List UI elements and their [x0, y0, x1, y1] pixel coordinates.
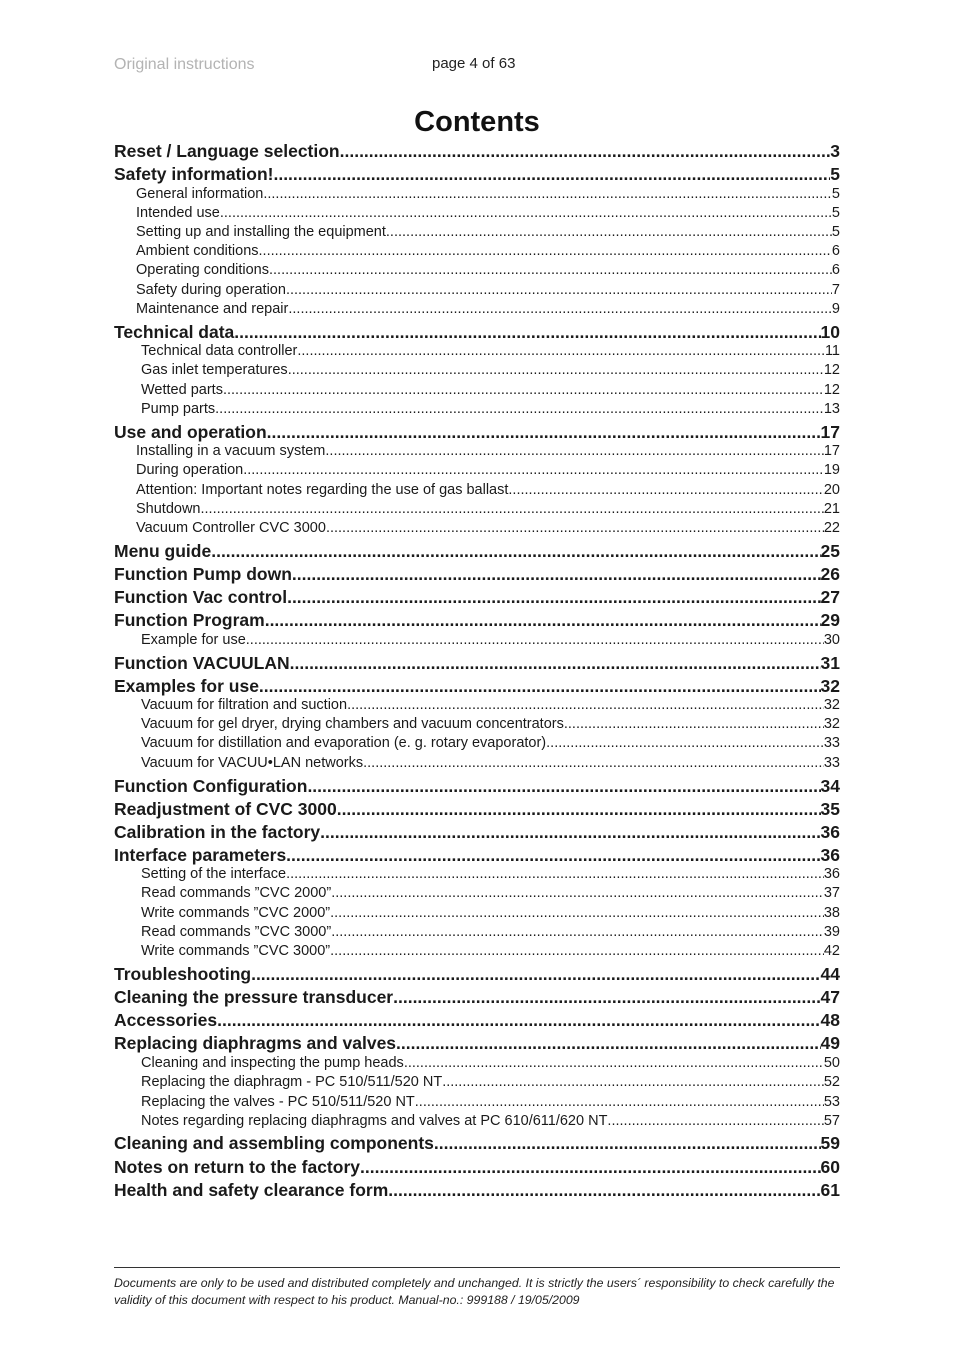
toc-dot-leader	[243, 461, 824, 480]
toc-entry-label: Pump parts	[141, 401, 216, 417]
toc-entry-label: Function VACUULAN	[114, 653, 290, 673]
toc-section-entry[interactable]	[114, 1009, 840, 1032]
toc-entry-page: 13	[823, 401, 840, 417]
toc-dot-leader	[360, 1156, 821, 1179]
toc-dot-leader	[215, 400, 824, 419]
toc-entry-page: 17	[823, 443, 840, 459]
toc-entry-label: Accessories	[114, 1010, 218, 1030]
toc-entry-page: 42	[823, 943, 840, 959]
toc-dot-leader	[223, 381, 824, 400]
toc-section-entry[interactable]	[114, 421, 840, 444]
toc-dot-leader	[331, 884, 824, 903]
toc-dot-leader	[201, 500, 824, 519]
toc-dot-leader	[290, 652, 821, 675]
toc-entry-page: 12	[823, 362, 840, 378]
toc-entry-page: 6	[831, 262, 840, 278]
toc-subsection-entry[interactable]	[114, 381, 840, 400]
toc-entry-page: 12	[823, 382, 840, 398]
toc-subsection-entry[interactable]	[114, 261, 840, 280]
toc-entry-page: 10	[820, 322, 840, 342]
toc-subsection-entry[interactable]	[114, 754, 840, 773]
toc-entry-label: Health and safety clearance form	[114, 1180, 389, 1200]
toc-dot-leader	[307, 775, 820, 798]
toc-subsection-entry[interactable]	[114, 300, 840, 319]
footer-notice: Documents are only to be used and distributed completely and unchanged. It is strictly the users´ responsibility to check carefully the validity of this document with respect to his product. Manual-no.: 999188 / 19/05/2009	[114, 1276, 835, 1307]
toc-dot-leader	[288, 300, 832, 319]
toc-dot-leader	[273, 163, 830, 186]
toc-section-entry[interactable]	[114, 609, 840, 632]
toc-entry-page: 6	[831, 243, 840, 259]
toc-entry-label: Cleaning and assembling components	[114, 1133, 434, 1153]
toc-entry-page: 5	[830, 164, 840, 184]
toc-section-entry[interactable]	[114, 540, 840, 563]
toc-section-entry[interactable]	[114, 986, 840, 1009]
toc-entry-page: 5	[831, 224, 840, 240]
toc-dot-leader	[546, 734, 824, 753]
toc-subsection-entry[interactable]	[114, 865, 840, 884]
toc-section-entry[interactable]	[114, 821, 840, 844]
toc-entry-label: General information	[136, 186, 264, 202]
toc-entry-label: Intended use	[136, 205, 220, 221]
toc-dot-leader	[217, 1009, 820, 1032]
toc-dot-leader	[386, 223, 832, 242]
toc-entry-label: Vacuum Controller CVC 3000	[136, 520, 326, 536]
toc-entry-page: 53	[823, 1094, 840, 1110]
toc-dot-leader	[263, 185, 832, 204]
toc-dot-leader	[220, 204, 832, 223]
toc-entry-label: Use and operation	[114, 422, 267, 442]
toc-entry-page: 5	[831, 186, 840, 202]
toc-dot-leader	[234, 321, 820, 344]
toc-entry-label: Vacuum for distillation and evaporation (e. g. rotary evaporator)	[141, 735, 547, 751]
toc-subsection-entry[interactable]	[114, 185, 840, 204]
toc-dot-leader	[267, 421, 821, 444]
toc-entry-label: Vacuum for gel dryer, drying chambers and vacuum concentrators	[141, 716, 564, 732]
toc-entry-page: 47	[820, 987, 840, 1007]
toc-entry-label: Operating conditions	[136, 262, 269, 278]
toc-dot-leader	[434, 1132, 821, 1155]
toc-dot-leader	[330, 904, 824, 923]
toc-section-entry[interactable]	[114, 563, 840, 586]
toc-entry-page: 36	[823, 866, 840, 882]
toc-entry-label: Function Pump down	[114, 564, 292, 584]
toc-entry-label: During operation	[136, 462, 244, 478]
page-title: Contents	[414, 106, 540, 138]
toc-section-entry[interactable]	[114, 775, 840, 798]
toc-dot-leader	[331, 923, 824, 942]
toc-entry-label: Vacuum for VACUU•LAN networks	[141, 755, 364, 771]
toc-entry-page: 33	[823, 755, 840, 771]
toc-section-entry[interactable]	[114, 675, 840, 698]
toc-section-entry[interactable]	[114, 1132, 840, 1155]
toc-entry-label: Setting of the interface	[141, 866, 287, 882]
toc-entry-label: Read commands ”CVC 3000”	[141, 924, 332, 940]
toc-entry-page: 36	[820, 845, 840, 865]
toc-dot-leader	[287, 586, 820, 609]
toc-entry-page: 30	[823, 632, 840, 648]
toc-dot-leader	[508, 481, 823, 500]
toc-dot-leader	[337, 798, 821, 821]
toc-entry-page: 32	[823, 697, 840, 713]
toc-entry-label: Technical data controller	[141, 343, 298, 359]
toc-subsection-entry[interactable]	[114, 481, 840, 500]
toc-entry-label: Read commands ”CVC 2000”	[141, 885, 332, 901]
toc-subsection-entry[interactable]	[114, 1073, 840, 1092]
toc-dot-leader	[288, 361, 824, 380]
toc-entry-label: Maintenance and repair	[136, 301, 289, 317]
toc-entry-label: Calibration in the factory	[114, 822, 321, 842]
toc-entry-label: Examples for use	[114, 676, 259, 696]
toc-entry-label: Cleaning the pressure transducer	[114, 987, 394, 1007]
footer-divider	[114, 1267, 840, 1268]
toc-entry-page: 21	[823, 501, 840, 517]
toc-entry-page: 33	[823, 735, 840, 751]
toc-entry-page: 25	[820, 541, 840, 561]
toc-dot-leader	[415, 1093, 824, 1112]
toc-entry-label: Write commands ”CVC 3000”	[141, 943, 331, 959]
toc-entry-label: Function Configuration	[114, 776, 308, 796]
toc-entry-label: Function Program	[114, 610, 265, 630]
toc-entry-page: 32	[820, 676, 840, 696]
toc-dot-leader	[347, 696, 824, 715]
toc-dot-leader	[292, 563, 821, 586]
toc-entry-page: 19	[823, 462, 840, 478]
toc-entry-label: Replacing the valves - PC 510/511/520 NT	[141, 1094, 415, 1110]
toc-entry-label: Notes regarding replacing diaphragms and valves at PC 610/611/620 NT	[141, 1113, 608, 1129]
toc-dot-leader	[297, 342, 825, 361]
toc-entry-page: 22	[823, 520, 840, 536]
toc-subsection-entry[interactable]	[114, 361, 840, 380]
toc-entry-page: 26	[820, 564, 840, 584]
toc-dot-leader	[326, 519, 824, 538]
toc-dot-leader	[404, 1054, 824, 1073]
toc-section-entry[interactable]	[114, 321, 840, 344]
toc-entry-label: Wetted parts	[141, 382, 223, 398]
toc-entry-page: 27	[820, 587, 840, 607]
toc-entry-page: 60	[820, 1157, 840, 1177]
toc-subsection-entry[interactable]	[114, 923, 840, 942]
toc-entry-page: 59	[820, 1133, 840, 1153]
toc-dot-leader	[396, 1032, 820, 1055]
toc-dot-leader	[564, 715, 824, 734]
toc-section-entry[interactable]	[114, 163, 840, 186]
toc-entry-page: 37	[823, 885, 840, 901]
toc-entry-label: Safety during operation	[136, 282, 286, 298]
toc-entry-label: Technical data	[114, 322, 235, 342]
toc-subsection-entry[interactable]	[114, 884, 840, 903]
toc-dot-leader	[259, 675, 821, 698]
toc-entry-page: 61	[820, 1180, 840, 1200]
toc-entry-page: 32	[823, 716, 840, 732]
toc-entry-page: 49	[820, 1033, 840, 1053]
toc-subsection-entry[interactable]	[114, 696, 840, 715]
toc-subsection-entry[interactable]	[114, 223, 840, 242]
toc-entry-page: 57	[823, 1113, 840, 1129]
toc-dot-leader	[325, 442, 823, 461]
header-page-number: page 4 of 63	[432, 55, 516, 72]
toc-dot-leader	[265, 609, 821, 632]
toc-section-entry[interactable]	[114, 844, 840, 867]
toc-entry-label: Safety information!	[114, 164, 274, 184]
toc-dot-leader	[607, 1112, 823, 1131]
toc-entry-page: 5	[831, 205, 840, 221]
toc-entry-page: 17	[820, 422, 840, 442]
toc-subsection-entry[interactable]	[114, 519, 840, 538]
toc-dot-leader	[388, 1179, 820, 1202]
toc-subsection-entry[interactable]	[114, 631, 840, 650]
toc-entry-label: Setting up and installing the equipment	[136, 224, 386, 240]
toc-dot-leader	[246, 631, 824, 650]
header-original-instructions: Original instructions	[114, 56, 255, 73]
toc-dot-leader	[363, 754, 824, 773]
toc-subsection-entry[interactable]	[114, 500, 840, 519]
toc-entry-label: Gas inlet temperatures	[141, 362, 288, 378]
toc-entry-page: 52	[823, 1074, 840, 1090]
toc-entry-label: Readjustment of CVC 3000	[114, 799, 337, 819]
toc-entry-page: 39	[823, 924, 840, 940]
toc-section-entry[interactable]	[114, 1156, 840, 1179]
toc-section-entry[interactable]	[114, 1032, 840, 1055]
toc-entry-label: Attention: Important notes regarding the use of gas ballast	[136, 482, 509, 498]
toc-subsection-entry[interactable]	[114, 1054, 840, 1073]
toc-entry-page: 9	[831, 301, 840, 317]
toc-section-entry[interactable]	[114, 652, 840, 675]
toc-entry-page: 20	[823, 482, 840, 498]
toc-subsection-entry[interactable]	[114, 942, 840, 961]
toc-subsection-entry[interactable]	[114, 400, 840, 419]
toc-entry-page: 38	[823, 905, 840, 921]
toc-entry-label: Troubleshooting	[114, 964, 252, 984]
toc-subsection-entry[interactable]	[114, 1093, 840, 1112]
toc-entry-page: 7	[831, 282, 840, 298]
toc-entry-page: 48	[820, 1010, 840, 1030]
toc-entry-label: Vacuum for filtration and suction	[141, 697, 348, 713]
toc-subsection-entry[interactable]	[114, 734, 840, 753]
toc-subsection-entry[interactable]	[114, 904, 840, 923]
toc-subsection-entry[interactable]	[114, 461, 840, 480]
toc-dot-leader	[269, 261, 832, 280]
toc-subsection-entry[interactable]	[114, 342, 840, 361]
toc-dot-leader	[286, 865, 824, 884]
toc-subsection-entry[interactable]	[114, 281, 840, 300]
toc-dot-leader	[251, 963, 820, 986]
toc-dot-leader	[320, 821, 820, 844]
toc-section-entry[interactable]	[114, 963, 840, 986]
toc-subsection-entry[interactable]	[114, 204, 840, 223]
toc-subsection-entry[interactable]	[114, 715, 840, 734]
toc-entry-label: Cleaning and inspecting the pump heads	[141, 1055, 404, 1071]
toc-dot-leader	[393, 986, 820, 1009]
toc-dot-leader	[259, 242, 832, 261]
toc-section-entry[interactable]	[114, 798, 840, 821]
toc-entry-label: Function Vac control	[114, 587, 288, 607]
toc-entry-page: 44	[820, 964, 840, 984]
toc-dot-leader	[340, 140, 831, 163]
toc-entry-page: 3	[830, 141, 840, 161]
toc-entry-label: Replacing the diaphragm - PC 510/511/520 NT	[141, 1074, 443, 1090]
toc-entry-label: Replacing diaphragms and valves	[114, 1033, 397, 1053]
toc-entry-label: Write commands ”CVC 2000”	[141, 905, 331, 921]
toc-subsection-entry[interactable]	[114, 442, 840, 461]
toc-entry-label: Installing in a vacuum system	[136, 443, 326, 459]
toc-dot-leader	[330, 942, 824, 961]
toc-entry-page: 36	[820, 822, 840, 842]
toc-entry-page: 50	[823, 1055, 840, 1071]
toc-entry-label: Example for use	[141, 632, 246, 648]
toc-entry-page: 11	[824, 343, 840, 359]
toc-dot-leader	[211, 540, 820, 563]
toc-entry-label: Shutdown	[136, 501, 201, 517]
toc-entry-page: 35	[820, 799, 840, 819]
toc-entry-page: 29	[820, 610, 840, 630]
toc-subsection-entry[interactable]	[114, 242, 840, 261]
toc-dot-leader	[286, 281, 832, 300]
toc-dot-leader	[442, 1073, 824, 1092]
toc-entry-label: Menu guide	[114, 541, 212, 561]
toc-entry-page: 34	[820, 776, 840, 796]
toc-entry-label: Notes on return to the factory	[114, 1157, 360, 1177]
toc-entry-page: 31	[820, 653, 840, 673]
toc-entry-label: Interface parameters	[114, 845, 287, 865]
toc-section-entry[interactable]	[114, 140, 840, 163]
toc-entry-label: Ambient conditions	[136, 243, 259, 259]
toc-section-entry[interactable]	[114, 1179, 840, 1202]
toc-subsection-entry[interactable]	[114, 1112, 840, 1131]
toc-section-entry[interactable]	[114, 586, 840, 609]
toc-entry-label: Reset / Language selection	[114, 141, 340, 161]
toc-dot-leader	[286, 844, 820, 867]
